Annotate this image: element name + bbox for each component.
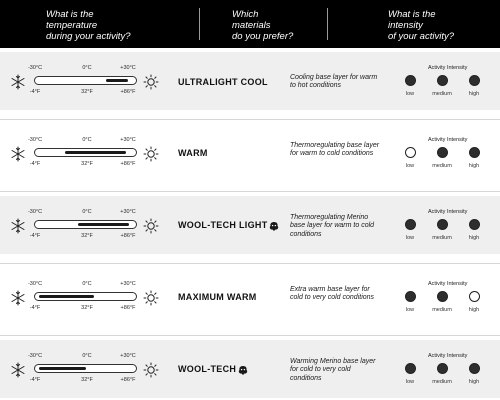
snowflake-icon xyxy=(10,74,26,90)
intensity-dot-medium xyxy=(437,147,448,158)
temperature-label: 32°F xyxy=(81,89,93,95)
product-name: WOOL-TECH LIGHT xyxy=(178,220,268,230)
temperature-label: -30°C xyxy=(27,137,43,143)
intensity-level-label: high xyxy=(468,379,480,385)
temperature-label: 0°C xyxy=(82,353,92,359)
row-divider xyxy=(0,191,500,192)
intensity-dot-low xyxy=(405,291,416,302)
intensity-dot-high xyxy=(469,75,480,86)
product-name: MAXIMUM WARM xyxy=(178,292,257,302)
temperature-range-bar xyxy=(34,220,137,229)
temperature-label: 32°F xyxy=(81,305,93,311)
header-materials-question: Which materials do you prefer? xyxy=(232,9,294,42)
row-divider xyxy=(0,119,500,120)
temperature-label: +30°C xyxy=(120,209,136,215)
intensity-dot-high xyxy=(469,291,480,302)
temperature-label: +86°F xyxy=(120,377,136,383)
intensity-level-label: medium xyxy=(432,307,452,313)
temperature-label: 0°C xyxy=(82,137,92,143)
product-row xyxy=(0,124,500,182)
product-description: Cooling base layer for warm to hot conditions xyxy=(290,74,378,90)
intensity-dot-high xyxy=(469,147,480,158)
temperature-label: 32°F xyxy=(81,233,93,239)
temperature-range-fill xyxy=(106,79,128,82)
intensity-level-label: low xyxy=(405,235,415,241)
intensity-dot-high xyxy=(469,219,480,230)
product-row xyxy=(0,196,500,254)
intensity-dot-low xyxy=(405,75,416,86)
temperature-label: 0°C xyxy=(82,209,92,215)
intensity-dot-medium xyxy=(437,219,448,230)
temperature-label: +30°C xyxy=(120,65,136,71)
product-row xyxy=(0,268,500,326)
activity-intensity-label: Activity Intensity xyxy=(428,353,468,359)
activity-intensity-label: Activity Intensity xyxy=(428,281,468,287)
temperature-range-bar xyxy=(34,364,137,373)
product-description: Warming Merino base layer for cold to very cold conditions xyxy=(290,358,376,382)
temperature-range-fill xyxy=(78,223,129,226)
header-temperature-question: What is the temperature during your activity? xyxy=(46,9,131,42)
intensity-dot-medium xyxy=(437,75,448,86)
temperature-label: -4°F xyxy=(29,161,41,167)
intensity-level-label: medium xyxy=(432,379,452,385)
sun-icon xyxy=(143,146,159,162)
header-divider xyxy=(199,8,200,40)
temperature-range-fill xyxy=(39,295,94,298)
temperature-label: +30°C xyxy=(120,137,136,143)
header-intensity-question: What is the intensity of your activity? xyxy=(388,9,454,42)
temperature-label: +86°F xyxy=(120,233,136,239)
intensity-level-label: high xyxy=(468,235,480,241)
snowflake-icon xyxy=(10,362,26,378)
temperature-label: +86°F xyxy=(120,305,136,311)
activity-intensity-label: Activity Intensity xyxy=(428,65,468,71)
temperature-label: 32°F xyxy=(81,377,93,383)
sun-icon xyxy=(143,218,159,234)
temperature-label: -4°F xyxy=(29,377,41,383)
snowflake-icon xyxy=(10,290,26,306)
product-description: Extra warm base layer for cold to very cold conditions xyxy=(290,286,375,302)
sun-icon xyxy=(143,290,159,306)
temperature-label: -30°C xyxy=(27,353,43,359)
product-row xyxy=(0,340,500,398)
snowflake-icon xyxy=(10,146,26,162)
product-row xyxy=(0,52,500,110)
intensity-dot-medium xyxy=(437,363,448,374)
intensity-level-label: high xyxy=(468,307,480,313)
intensity-level-label: low xyxy=(405,379,415,385)
activity-intensity-label: Activity Intensity xyxy=(428,209,468,215)
temperature-label: -30°C xyxy=(27,281,43,287)
sun-icon xyxy=(143,74,159,90)
intensity-dot-low xyxy=(405,147,416,158)
temperature-label: 0°C xyxy=(82,281,92,287)
temperature-range-bar xyxy=(34,148,137,157)
temperature-label: -4°F xyxy=(29,233,41,239)
activity-intensity-label: Activity Intensity xyxy=(428,137,468,143)
temperature-label: +30°C xyxy=(120,281,136,287)
product-description: Thermoregulating Merino base layer for warm to cold conditions xyxy=(290,214,375,238)
product-name: WOOL-TECH xyxy=(178,364,237,374)
merino-wool-logo-icon xyxy=(268,219,280,231)
intensity-level-label: high xyxy=(468,163,480,169)
intensity-level-label: low xyxy=(405,91,415,97)
temperature-range-fill xyxy=(65,151,126,154)
intensity-dot-high xyxy=(469,363,480,374)
intensity-level-label: medium xyxy=(432,163,452,169)
snowflake-icon xyxy=(10,218,26,234)
temperature-label: -4°F xyxy=(29,89,41,95)
row-divider xyxy=(0,263,500,264)
temperature-range-bar xyxy=(34,76,137,85)
temperature-label: 0°C xyxy=(82,65,92,71)
temperature-label: +30°C xyxy=(120,353,136,359)
header-bar xyxy=(0,0,500,48)
temperature-range-fill xyxy=(39,367,87,370)
temperature-label: -4°F xyxy=(29,305,41,311)
intensity-dot-low xyxy=(405,219,416,230)
temperature-range-bar xyxy=(34,292,137,301)
temperature-label: -30°C xyxy=(27,65,43,71)
intensity-level-label: low xyxy=(405,307,415,313)
sun-icon xyxy=(143,362,159,378)
row-divider xyxy=(0,335,500,336)
product-name: ULTRALIGHT COOL xyxy=(178,77,268,87)
intensity-level-label: high xyxy=(468,91,480,97)
temperature-label: 32°F xyxy=(81,161,93,167)
header-divider xyxy=(327,8,328,40)
intensity-dot-medium xyxy=(437,291,448,302)
intensity-dot-low xyxy=(405,363,416,374)
product-name: WARM xyxy=(178,148,208,158)
temperature-label: +86°F xyxy=(120,89,136,95)
intensity-level-label: medium xyxy=(432,235,452,241)
merino-wool-logo-icon xyxy=(237,363,249,375)
product-description: Thermoregulating base layer for warm to cold conditions xyxy=(290,142,380,158)
temperature-label: +86°F xyxy=(120,161,136,167)
intensity-level-label: low xyxy=(405,163,415,169)
intensity-level-label: medium xyxy=(432,91,452,97)
temperature-label: -30°C xyxy=(27,209,43,215)
